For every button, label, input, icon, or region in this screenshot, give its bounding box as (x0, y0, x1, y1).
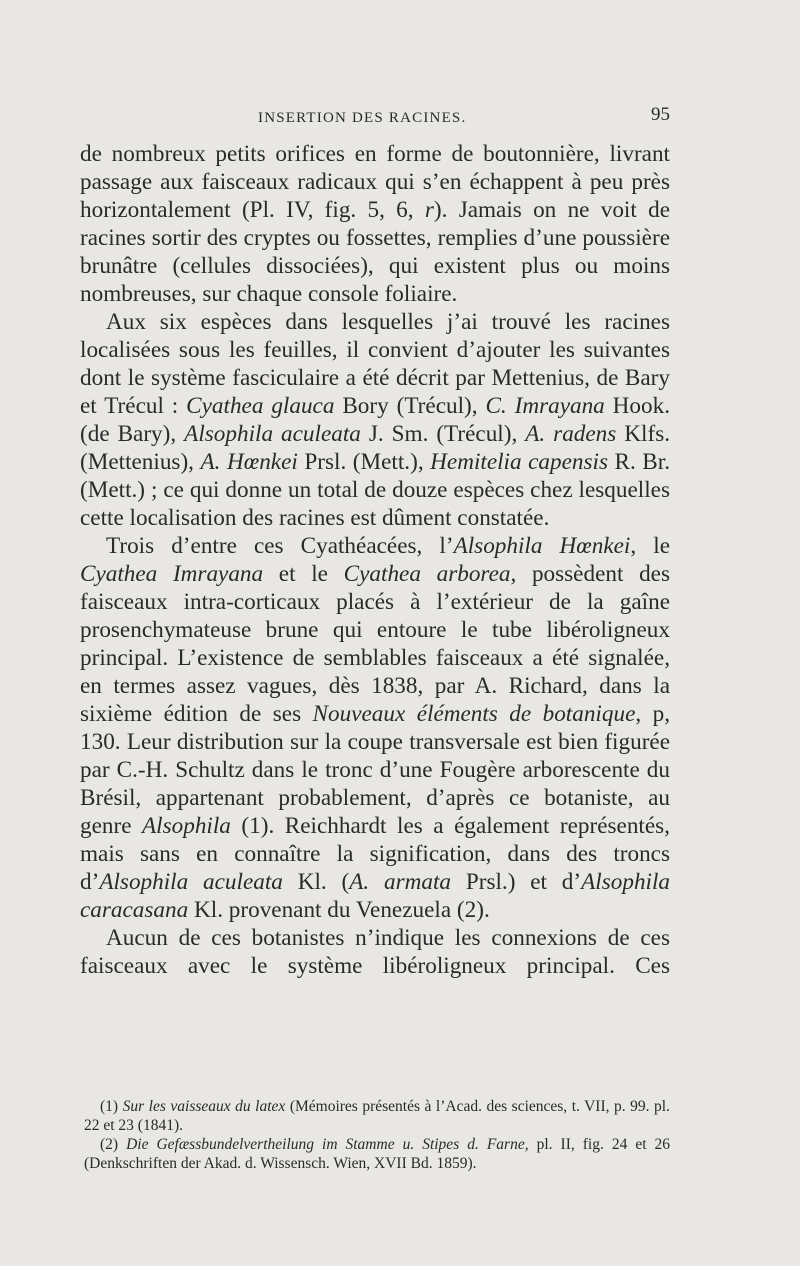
text-run: , possèdent des faisceaux intra-corticaux placés à l’extérieur de la gaîne prosenchymateuse brune qui entoure le tube libéroligneux principal. L’existence de semblables faisceaux a été signalée, en termes assez vagues, dès 1838, par A. Richard, dans la sixième édition de ses (80, 561, 670, 727)
italic-text: Alsophila (142, 813, 231, 839)
footnote (84, 1135, 670, 1173)
text-run: Klfs. (Mettenius), (80, 421, 671, 475)
text-run: Bory (Trécul), (334, 393, 486, 419)
italic-text: Die Gefæssbundelvertheilung im Stamme u. Stipes d. Farne, (126, 1136, 529, 1153)
text-run: R. Br. (Mett.) ; ce qui donne un total de douze espèces chez lesquelles cette localisation des racines est dûment constatée. (80, 449, 671, 531)
running-title: INSERTION DES RACINES. (258, 110, 467, 126)
body-text (80, 140, 670, 980)
text-run: Hook. (de Bary), (80, 393, 671, 447)
italic-text: Alsophila aculeata (184, 421, 361, 447)
italic-text: A. Hœnkei (200, 449, 298, 475)
text-run: J. Sm. (Trécul), (360, 421, 526, 447)
italic-text: Alsophila aculeata (99, 869, 283, 895)
text-run: Kl. provenant du Venezuela (2). (188, 897, 490, 923)
italic-text: r (424, 197, 434, 223)
text-run: (1). Reichhardt les a également représentés, mais sans en connaître la signification, dans des troncs d’ (80, 813, 670, 895)
text-run: (1) (100, 1098, 123, 1115)
paragraph (80, 532, 670, 924)
paragraph (80, 308, 670, 532)
text-run: (2) (100, 1136, 127, 1153)
text-run: Trois d’entre ces Cyathéacées, l’ (106, 533, 454, 559)
footnotes (84, 1097, 670, 1173)
italic-text: Cyathea Imrayana (80, 561, 264, 587)
paragraph (80, 924, 670, 980)
page-number: 95 (651, 104, 670, 125)
text-run: Aux six espèces dans lesquelles j’ai trouvé les racines localisées sous les feuilles, il convient d’ajouter les suivantes dont le système fasciculaire a été décrit par Mettenius, de Bary et Trécul : (80, 309, 670, 419)
text-run: , p, 130. Leur distribution sur la coupe transversale est bien figurée par C.-H. Schultz dans le tronc d’une Fougère arborescente du Brésil, appartenant probablement, d’après ce botaniste, au genre (80, 701, 670, 839)
italic-text: Nouveaux éléments de botanique (312, 701, 636, 727)
italic-text: Alsophila Hœnkei (453, 533, 631, 559)
italic-text: C. Imrayana (485, 393, 605, 419)
text-run: , le (630, 533, 670, 559)
italic-text: Sur les vaisseaux du latex (122, 1098, 286, 1115)
italic-text: Cyathea arborea (343, 561, 511, 587)
text-run: Aucun de ces botanistes n’indique les connexions de ces faisceaux avec le système libéroligneux principal. Ces (80, 925, 670, 979)
italic-text: Cyathea glauca (186, 393, 335, 419)
text-run: pl. II, fig. 24 et 26 (Denkschriften der Akad. d. Wissensch. Wien, XVII Bd. 1859). (84, 1136, 670, 1172)
text-run: Prsl. (Mett.), (297, 449, 431, 475)
page-header (80, 104, 670, 136)
italic-text: Alsophila caracasana (80, 869, 671, 923)
text-run: Prsl.) et d’ (451, 869, 582, 895)
italic-text: A. radens (525, 421, 617, 447)
footnote (84, 1097, 670, 1135)
paragraph (80, 140, 670, 308)
italic-text: Hemitelia capensis (430, 449, 608, 475)
text-run: (Mémoires présentés à l’Acad. des sciences, t. VII, p. 99. pl. 22 et 23 (1841). (84, 1098, 670, 1134)
text-run: et le (263, 561, 344, 587)
text-run: Kl. ( (282, 869, 350, 895)
text-run: ). Jamais on ne voit de racines sortir des cryptes ou fossettes, remplies d’une poussière brunâtre (cellules dissociées), qui existent plus ou moins nombreuses, sur chaque console foliaire. (80, 197, 670, 307)
text-run: de nombreux petits orifices en forme de boutonnière, livrant passage aux faisceaux radicaux qui s’en échappent à peu près horizontalement (Pl. IV, fig. 5, 6, (80, 141, 670, 223)
italic-text: A. armata (349, 869, 452, 895)
